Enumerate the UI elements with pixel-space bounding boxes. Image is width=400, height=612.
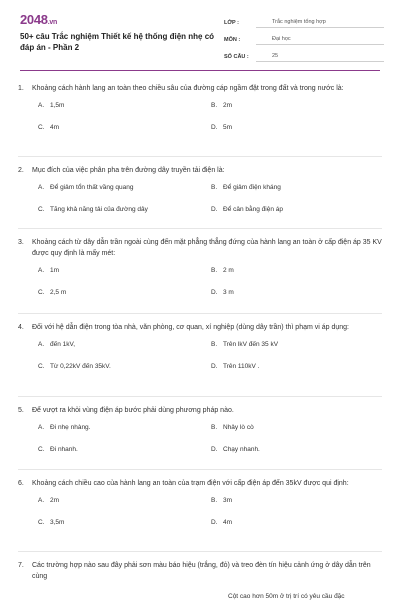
option-letter: D. (211, 206, 218, 213)
option-d[interactable] (211, 204, 383, 226)
question-number: 4. (18, 324, 24, 331)
question-item (18, 229, 382, 314)
option-letter: A. (38, 497, 45, 504)
option-text: Để giảm tổn thất vầng quang (50, 184, 134, 191)
question-text (18, 165, 382, 176)
question-number: 5. (18, 407, 24, 414)
option-text: Tăng khả năng tải của đường dây (50, 206, 148, 213)
question-item (18, 470, 382, 552)
option-d[interactable] (211, 361, 383, 383)
option-b[interactable] (211, 182, 383, 204)
question-item (18, 157, 382, 229)
page-title: 50+ câu Trắc nghiệm Thiết kế hệ thống điện nhẹ có đáp án - Phần 2 (20, 32, 215, 52)
option-grid (38, 259, 382, 309)
meta-row-class (224, 13, 384, 28)
option-text: Trên 110kV . (223, 363, 260, 370)
option-grid (38, 489, 382, 539)
question-item (18, 75, 382, 157)
option-text: 3m (223, 497, 233, 504)
option-grid (38, 333, 382, 383)
question-body: Các trường hợp nào sau đây phải sơn màu báo hiệu (trắng, đỏ) và treo đèn tín hiệu cảnh ứng ở dây dẫn trên cùng (32, 562, 371, 580)
meta-value: Trắc nghiệm tổng hợp (256, 19, 384, 28)
option-letter: C. (38, 124, 45, 131)
meta-row-count (224, 47, 384, 62)
option-letter: C. (38, 289, 45, 296)
option-letter: D. (211, 519, 218, 526)
option-text: Từ 0,22kV đến 35kV. (50, 363, 111, 370)
option-text: 1,5m (50, 102, 65, 109)
meta-label: MÔN : (224, 37, 241, 43)
option-text: Đi nhanh. (50, 446, 78, 453)
document-header (0, 0, 400, 72)
option-text: Đi nhẹ nhàng. (50, 424, 91, 431)
option-c[interactable] (38, 361, 211, 383)
meta-value: 25 (256, 53, 384, 62)
option-c[interactable] (38, 287, 211, 309)
option-text: 3 m (223, 289, 234, 296)
option-b[interactable] (211, 495, 383, 517)
option-text: 5m (223, 124, 233, 131)
option-text: Để cân bằng điện áp (223, 206, 283, 213)
option-c[interactable] (38, 122, 211, 144)
option-grid (38, 416, 382, 466)
option-text: 2m (223, 102, 233, 109)
option-letter: B. (211, 497, 218, 504)
meta-value: Đại học (256, 36, 384, 45)
option-d[interactable] (211, 444, 383, 466)
option-letter: C. (38, 363, 45, 370)
option-text: 2,5 m (50, 289, 67, 296)
option-a[interactable] (38, 100, 211, 122)
option-d[interactable] (211, 517, 383, 539)
option-letter: D. (211, 363, 218, 370)
meta-label: SỐ CÂU : (224, 54, 249, 60)
option-letter: A. (38, 424, 45, 431)
question-text (18, 322, 382, 333)
option-c[interactable] (38, 204, 211, 226)
option-b[interactable] (211, 100, 383, 122)
option-letter: A. (38, 184, 45, 191)
question-body: Khoảng cách từ dây dẫn trần ngoài cùng đến mặt phẳng thẳng đứng của hành lang an toàn ở cấp điện áp 35 KV được quy định là mấy mét: (32, 239, 382, 257)
option-letter: B. (211, 184, 218, 191)
option-text: 2m (50, 497, 60, 504)
question-body: Đối với hệ dẫn điện trong tòa nhà, văn phòng, cơ quan, xí nghiệp (dùng dây trần) thì phạm vi áp dụng: (32, 324, 350, 331)
option-b[interactable] (211, 265, 383, 287)
question-text (18, 478, 382, 489)
option-a[interactable] (38, 182, 211, 204)
question-item (18, 314, 382, 397)
question-body: Khoảng cách chiều cao của hành lang an toàn của trạm điện với cấp điện áp đến 35kV được qui định: (32, 480, 349, 487)
option-text-partial[interactable]: Cột cao hơn 50m ở trị trí có yêu cầu đặc (228, 593, 345, 600)
option-c[interactable] (38, 517, 211, 539)
question-number: 1. (18, 85, 24, 92)
question-body: Để vượt ra khỏi vùng điện áp bước phải dùng phương pháp nào. (32, 407, 234, 414)
option-letter: D. (211, 446, 218, 453)
site-logo[interactable] (20, 12, 57, 27)
question-body: Mục đích của việc phân pha trên đường dây truyền tải điện là: (32, 167, 225, 174)
meta-label: LỚP : (224, 20, 239, 26)
option-c[interactable] (38, 444, 211, 466)
meta-row-subject (224, 30, 384, 45)
option-text: 2 m (223, 267, 234, 274)
option-letter: C. (38, 206, 45, 213)
option-b[interactable] (211, 422, 383, 444)
option-a[interactable] (38, 339, 211, 361)
question-text (18, 83, 382, 94)
option-text: Để giảm điện kháng (223, 184, 281, 191)
logo-main: 2048 (20, 12, 48, 27)
question-number: 6. (18, 480, 24, 487)
question-number: 2. (18, 167, 24, 174)
option-letter: A. (38, 102, 45, 109)
document-meta (224, 13, 384, 64)
header-divider (20, 70, 380, 71)
question-text (18, 405, 382, 416)
option-text: Trên lkV đến 35 kV (223, 341, 279, 348)
question-list (0, 75, 400, 612)
option-d[interactable] (211, 287, 383, 309)
question-number: 3. (18, 239, 24, 246)
option-text: 4m (50, 124, 60, 131)
question-body: Khoảng cách hành lang an toàn theo chiều sâu của đường cáp ngầm đặt trong đất và trong nước là: (32, 85, 344, 92)
option-grid (38, 176, 382, 226)
option-a[interactable] (38, 422, 211, 444)
option-b[interactable] (211, 339, 383, 361)
option-text: 4m (223, 519, 233, 526)
option-text: Chạy nhanh. (223, 446, 260, 453)
option-text: Nhảy lò cò (223, 424, 254, 431)
option-a[interactable] (38, 265, 211, 287)
question-item (18, 397, 382, 470)
option-letter: A. (38, 341, 45, 348)
option-letter: C. (38, 446, 45, 453)
question-item (18, 552, 382, 612)
question-text (18, 560, 382, 582)
option-text: 3,5m (50, 519, 65, 526)
option-letter: D. (211, 289, 218, 296)
option-a[interactable] (38, 495, 211, 517)
option-letter: C. (38, 519, 45, 526)
option-text: 1m (50, 267, 60, 274)
option-letter: B. (211, 267, 218, 274)
logo-suffix: .vn (47, 19, 57, 26)
option-text: đến 1kV, (50, 341, 76, 348)
option-letter: A. (38, 267, 45, 274)
option-grid (38, 94, 382, 144)
option-letter: B. (211, 102, 218, 109)
option-letter: B. (211, 424, 218, 431)
question-number: 7. (18, 562, 24, 569)
option-d[interactable] (211, 122, 383, 144)
option-letter: D. (211, 124, 218, 131)
question-text (18, 237, 382, 259)
option-letter: B. (211, 341, 218, 348)
